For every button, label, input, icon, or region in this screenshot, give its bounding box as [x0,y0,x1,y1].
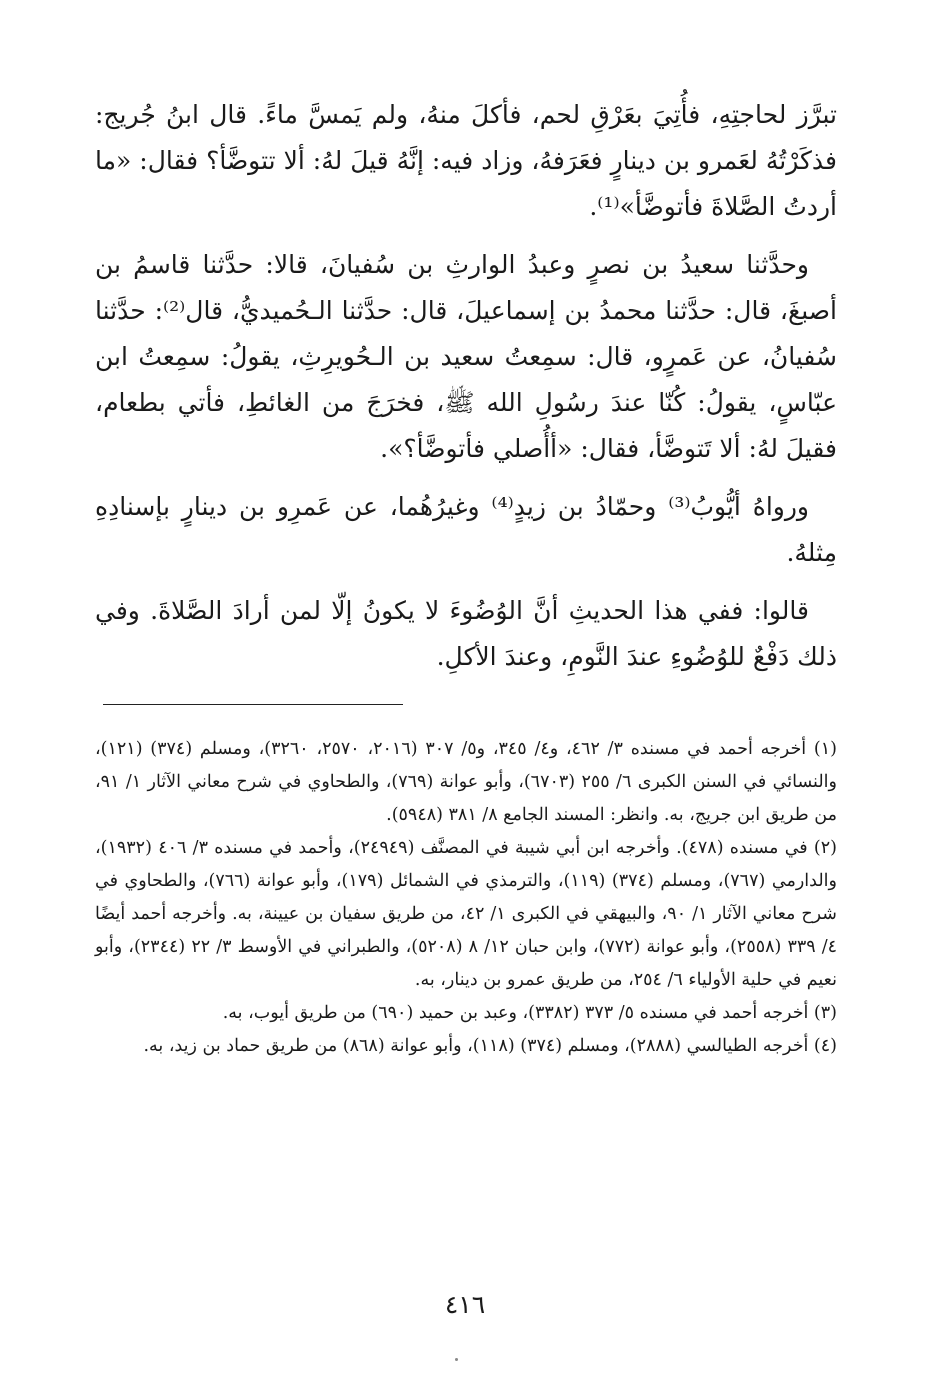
paragraph-4: قالوا: ففي هذا الحديثِ أنَّ الوُضُوءَ لا يكونُ إلّا لمن أرادَ الصَّلاةَ. وفي ذلك دَفْعٌ للوُضُوءِ عندَ النَّومِ، وعندَ الأكلِ. [95,596,837,671]
footnote-separator-wrap [95,680,837,705]
page-number: ٤١٦ [444,1290,486,1319]
paragraph-2: وحدَّثنا سعيدُ بن نصرٍ وعبدُ الوارثِ بن سُفيانَ، قالا: حدَّثنا قاسمُ بن أصبغَ، قال: حدَّثنا محمدُ بن إسماعيلَ، قال: حدَّثنا الـحُميديُّ، قال⁽²⁾: حدَّثنا سُفيانُ، عن عَمرٍو، قال: سمِعتُ سعيد بن الـحُويرِثِ، يقولُ: سمِعتُ ابن عبّاسٍ، يقولُ: كُنّا عندَ رسُولِ الله ﷺ، فخرَجَ من الغائطِ، فأتي بطعام، فقيلَ لهُ: ألا تَتوضَّأ، فقال: «أأُصلي فأتوضَّأ؟». [95,250,837,463]
paragraph-3: ورواهُ أيُّوبُ⁽³⁾ وحمّادُ بن زيدٍ⁽⁴⁾ وغيرُهُما، عن عَمرِو بن دينارٍ بإسنادِهِ مِثلهُ. [95,492,837,567]
footnote-1: (١) أخرجه أحمد في مسنده ٣/ ٤٦٢، و٤/ ٣٤٥، و٥/ ٣٠٧ (٢٠١٦، ٢٥٧٠، ٣٢٦٠)، ومسلم (٣٧٤) (١٢١)، والنسائي في السنن الكبرى ٦/ ٢٥٥ (٦٧٠٣)، وأبو عوانة (٧٦٩)، والطحاوي في شرح معاني الآثار ١/ ٩١، من طريق ابن جريج، به. وانظر: المسند الجامع ٨/ ٣٨١ (٥٩٤٨). [95,739,837,825]
book-page [95,92,837,1063]
footnote-separator [103,704,403,705]
footnote-2: (٢) في مسنده (٤٧٨). وأخرجه ابن أبي شيبة في المصنَّف (٢٤٩٤٩)، وأحمد في مسنده ٣/ ٤٠٦ (١٩٣٢)، والدارمي (٧٦٧)، ومسلم (٣٧٤) (١١٩)، والترمذي في الشمائل (١٧٩)، وأبو عوانة (٧٦٦)، والطحاوي في شرح معاني الآثار ١/ ٩٠، والبيهقي في الكبرى ١/ ٤٢، من طريق سفيان بن عيينة، به. وأخرجه أحمد أيضًا ٤/ ٣٣٩ (٢٥٥٨)، وأبو عوانة (٧٧٢)، وابن حبان ١٢/ ٨ (٥٢٠٨)، والطبراني في الأوسط ٣/ ٢٢ (٢٣٤٤)، وأبو نعيم في حلية الأولياء ٦/ ٢٥٤، من طريق عمرو بن دينار، به. [95,838,838,990]
footnote-4: (٤) أخرجه الطيالسي (٢٨٨٨)، ومسلم (٣٧٤) (١١٨)، وأبو عوانة (٨٦٨) من طريق حماد بن زيد، به. [143,1036,837,1056]
main-text [95,92,837,680]
footnotes [95,733,837,1063]
footnote-3: (٣) أخرجه أحمد في مسنده ٥/ ٣٧٣ (٣٣٨٢)، وعبد بن حميد (٦٩٠) من طريق أيوب، به. [222,1003,837,1023]
scan-speck [455,1358,458,1361]
paragraph-1: تبرَّز لحاجتِهِ، فأُتِيَ بعَرْقِ لحم، فأكلَ منهُ، ولم يَمسَّ ماءً. قال ابنُ جُريج: فذكَرْتُهُ لعَمرو بن دينارٍ فعَرَفهُ، وزاد فيه: إنَّهُ قيلَ لهُ: ألا تتوضَّأ؟ فقال: «ما أردتُ الصَّلاةَ فأتوضَّأ»⁽¹⁾. [95,100,837,221]
